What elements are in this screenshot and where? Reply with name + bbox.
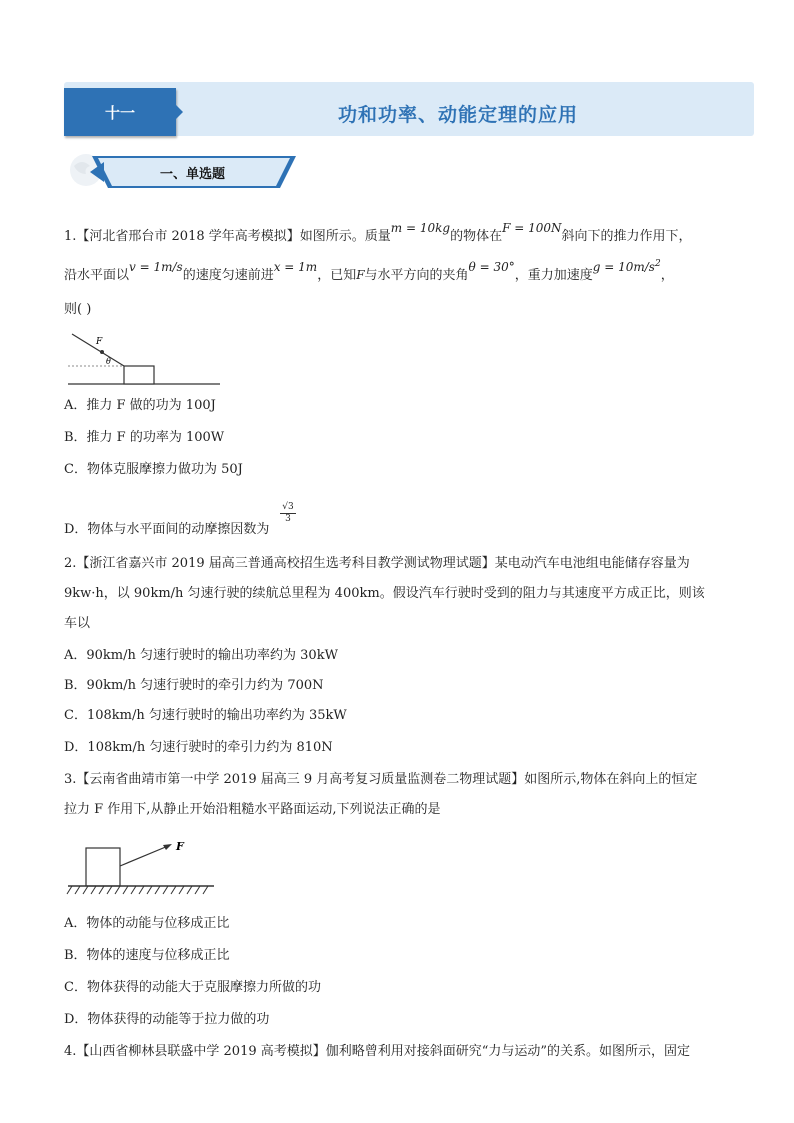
q1-gravity	[593, 260, 661, 274]
q3-figure	[64, 836, 220, 900]
q3-option-a: A．物体的动能与位移成正比	[64, 916, 230, 931]
q1-figure-label-F: F	[96, 337, 103, 347]
q3-option-d: D．物体获得的动能等于拉力做的功	[64, 1012, 270, 1027]
q2-line-2: 9kw·h，以 90km/h 匀速行驶的续航总里程为 400km。假设汽车行驶时受到的阻力与其速度平方成正比，则该	[64, 586, 705, 601]
q1-option-a: A．推力 F 做的功为 100J	[64, 398, 216, 413]
q2-option-b: B．90km/h 匀速行驶时的牵引力约为 700N	[64, 678, 324, 693]
q1-velocity: v = 1m/s	[129, 260, 183, 274]
q1-mass: m = 10kg	[390, 221, 451, 235]
q3-option-c: C．物体获得的动能大于克服摩擦力所做的功	[64, 980, 321, 995]
q1-option-b: B．推力 F 的功率为 100W	[64, 430, 225, 445]
q4-line-1: 4.【山西省柳林县联盛中学 2019 高考模拟】伽利略曾利用对接斜面研究“力与运动”的关系。如图所示，固定	[64, 1044, 691, 1059]
q1-option-d-text: D．物体与水平面间的动摩擦因数为	[64, 522, 270, 537]
q1-text: 的物体在	[450, 229, 503, 244]
q2-option-c: C．108km/h 匀速行驶时的输出功率约为 35kW	[64, 708, 347, 723]
q1-option-d-fraction	[280, 502, 296, 525]
page-title: 功和功率、动能定理的应用	[338, 104, 579, 126]
q1-text: 斜向下的推力作用下，	[561, 229, 692, 244]
q1-option-d	[64, 520, 269, 540]
q1-angle: θ = 30°	[468, 260, 515, 274]
q1-force-symbol: F	[356, 268, 365, 282]
q1-line-1	[64, 221, 692, 247]
q1-line-3: 则( )	[64, 302, 92, 317]
q2-option-a: A．90km/h 匀速行驶时的输出功率约为 30kW	[64, 648, 338, 663]
fraction-denominator: 3	[280, 513, 296, 525]
q3-line-1: 3.【云南省曲靖市第一中学 2019 届高三 9 月高考复习质量监测卷二物理试题】如图所示,物体在斜向上的恒定	[64, 772, 698, 787]
q3-line-2: 拉力 F 作用下,从静止开始沿粗糙水平路面运动,下列说法正确的是	[64, 802, 441, 817]
q3-option-b: B．物体的速度与位移成正比	[64, 948, 230, 963]
q1-text: ，重力加速度	[514, 268, 593, 283]
q1-figure-label-theta: θ	[106, 357, 111, 366]
q1-text: 沿水平面以	[64, 268, 130, 283]
q1-text: 与水平方向的夹角	[364, 268, 469, 283]
q1-figure	[64, 326, 224, 388]
q2-option-d: D．108km/h 匀速行驶时的牵引力约为 810N	[64, 740, 333, 755]
section-title: 一、单选题	[160, 167, 226, 182]
q1-displacement: x = 1m	[273, 260, 318, 274]
q1-gravity-base: g = 10m/s	[592, 260, 655, 274]
fraction-numerator: √3	[282, 502, 294, 512]
q1-gravity-exp: 2	[654, 259, 661, 269]
q1-text: ，	[660, 268, 674, 283]
q1-text: 的速度匀速前进	[182, 268, 274, 283]
q1-option-c: C．物体克服摩擦力做功为 50J	[64, 462, 243, 477]
q2-line-3: 车以	[64, 616, 91, 631]
q2-line-1: 2.【浙江省嘉兴市 2019 届高三普通高校招生选考科目教学测试物理试题】某电动汽车电池组电能储存容量为	[64, 556, 690, 571]
q1-text: ，已知	[317, 268, 357, 283]
q1-line-2	[64, 259, 674, 286]
chapter-number-tag	[64, 88, 176, 136]
chapter-number: 十一	[104, 103, 135, 122]
q3-figure-label-F: F	[176, 840, 184, 853]
q1-force: F = 100N	[502, 221, 562, 235]
q1-text: 1.【河北省邢台市 2018 学年高考模拟】如图所示。质量	[64, 229, 391, 244]
